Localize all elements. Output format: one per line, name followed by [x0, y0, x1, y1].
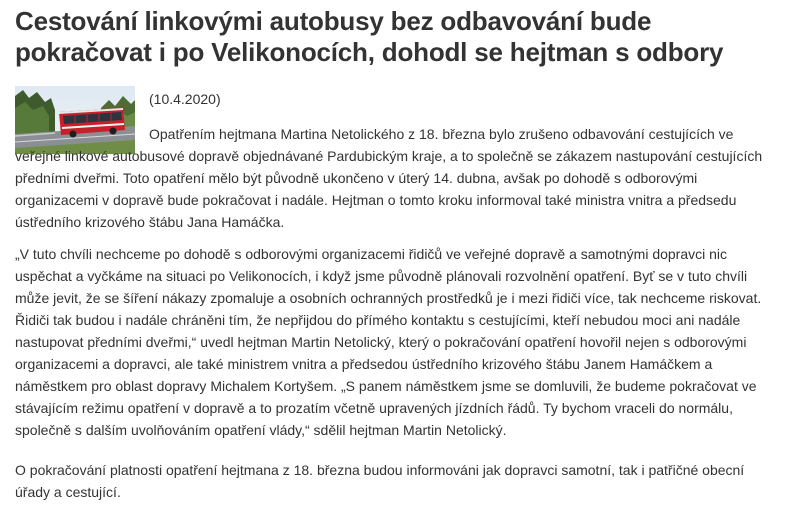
article-paragraph: „V tuto chvíli nechceme po dohodě s odborovými organizacemi řidičů ve veřejné dopravě a samotnými dopravci nic uspěchat a vyčkáme na situaci po Velikonocích, i když jsme původně plánovali rozvolnění opatření. Byť se v tuto chvíli může jevit, že se šíření nákazy zpomaluje a osobních ochranných prostředků je i mezi řidiči více, tak nechceme riskovat. Řidiči tak budou i nadále chráněni tím, že nepřijdou do přímého kontaktu s cestujícími, kteří nebudou moci ani nadále nastupovat předními dveřmi,“ uvedl hejtman Martin Netolický, který o pokračování opatření hovořil nejen s odborovými organizacemi a dopravci, ale také ministrem vnitra a předsedou ústředního krizového štábu Janem Hamáčkem a náměstkem pro oblast dopravy Michalem Kortyšem. „S panem náměstkem jsme se domluvili, že budeme pokračovat ve stávajícím režimu opatření v dopravě a to prozatím včetně upravených jízdních řádů. Ty bychom vraceli do normálu, společně s dalším uvolňováním opatření vlády,“ sdělil hejtman Martin Netolický. [15, 246, 762, 438]
article-lead [15, 86, 781, 230]
article-paragraph: O pokračování platnosti opatření hejtmana z 18. března budou informováni jak dopravci samotní, tak i patřičné obecní úřady a cestující. [15, 462, 745, 500]
article-paragraph: Opatřením hejtmana Martina Netolického z 18. března bylo zrušeno odbavování cestujících ve veřejné linkové autobusové dopravě objednávané Pardubickým kraje, a to společně se zákazem nastupování cestujících předními dveřmi. Toto opatření mělo být původně ukončeno v úterý 14. dubna, avšak po dohodě s odborovými organizacemi v dopravě bude pokračovat i nadále. Hejtman o tomto kroku informoval také ministra vnitra a předsedu ústředního krizového štábu Jana Hamáčka. [15, 126, 763, 230]
article-headline: Cestování linkovými autobusy bez odbavování bude pokračovat i po Velikonocích, dohodl se hejtman s odbory [15, 6, 724, 67]
article-date: (10.4.2020) [149, 91, 221, 107]
